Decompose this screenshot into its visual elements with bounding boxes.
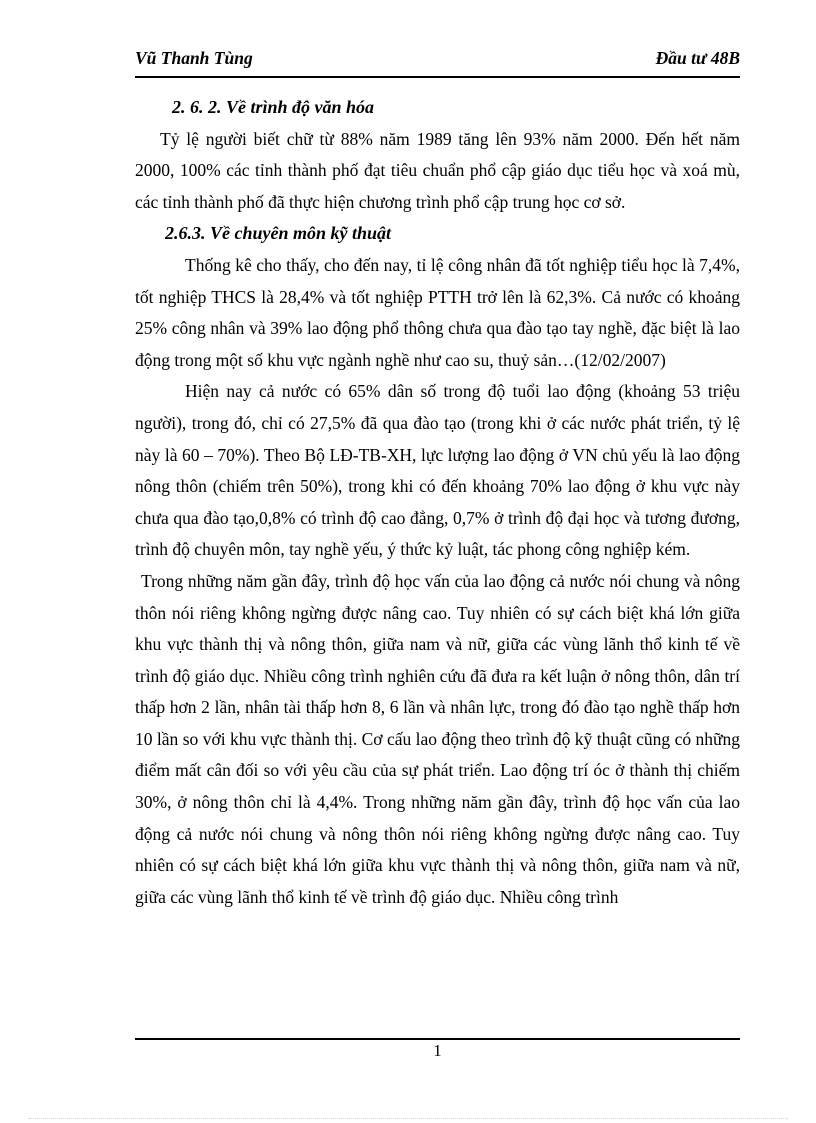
header-divider	[135, 76, 740, 78]
page-header	[135, 48, 740, 74]
paragraph-labor-force: Hiện nay cả nước có 65% dân số trong độ tuổi lao động (khoảng 53 triệu người), trong đó, chỉ có 27,5% đã qua đào tạo (trong khi ở các nước phát triển, tỷ lệ này là 60 – 70%). Theo Bộ LĐ-TB-XH, lực lượng lao động ở VN chủ yếu là lao động nông thôn (chiếm trên 50%), trong khi có đến khoảng 70% lao động ở khu vực này chưa qua đào tạo,0,8% có trình độ cao đẳng, 0,7% ở trình độ đại học và tương đương, trình độ chuyên môn, tay nghề yếu, ý thức kỷ luật, tác phong công nghiệp kém.	[135, 381, 740, 560]
section-heading-technical-skills: 2.6.3. Về chuyên môn kỹ thuật	[165, 223, 392, 244]
paragraph-education-gap: Trong những năm gần đây, trình độ học vấn của lao động cả nước nói chung và nông thôn nói riêng không ngừng được nâng cao. Tuy nhiên có sự cách biệt khá lớn giữa khu vực thành thị và nông thôn, giữa nam và nữ, giữa các vùng lãnh thổ kinh tế về trình độ giáo dục. Nhiều công trình nghiên cứu đã đưa ra kết luận ở nông thôn, dân trí thấp hơn 2 lần, nhân tài thấp hơn 8, 6 lần và nhân lực, trong đó đào tạo nghề thấp hơn 10 lần so với khu vực thành thị. Cơ cấu lao động theo trình độ kỹ thuật cũng có những điểm mất cân đối so với yêu cầu của sự phát triển. Lao động trí óc ở thành thị chiếm 30%, ở nông thôn chỉ là 4,4%. Trong những năm gần đây, trình độ học vấn của lao động cả nước nói chung và nông thôn nói riêng không ngừng được nâng cao. Tuy nhiên có sự cách biệt khá lớn giữa khu vực thành thị và nông thôn, giữa nam và nữ, giữa các vùng lãnh thổ kinh tế về trình độ giáo dục. Nhiều công trình	[135, 570, 740, 907]
page-number: 1	[433, 1041, 442, 1060]
paragraph-literacy: Tỷ lệ người biết chữ từ 88% năm 1989 tăng lên 93% năm 2000. Đến hết năm 2000, 100% các tỉnh thành phố đạt tiêu chuẩn phổ cập giáo dục tiểu học và xoá mù, các tỉnh thành phố đã thực hiện chương trình phổ cập trung học cơ sở.	[135, 128, 740, 212]
document-body	[135, 92, 740, 913]
page-bottom-edge	[28, 1118, 788, 1119]
paragraph-worker-statistics: Thống kê cho thấy, cho đến nay, tỉ lệ công nhân đã tốt nghiệp tiểu học là 7,4%, tốt nghiệp THCS là 28,4% và tốt nghiệp PTTH trở lên là 62,3%. Cả nước có khoảng 25% công nhân và 39% lao động phổ thông chưa qua đào tạo tay nghề, đặc biệt là lao động trong một số khu vực ngành nghề như cao su, thuỷ sản…(12/02/2007)	[135, 254, 740, 370]
header-author: Vũ Thanh Tùng	[135, 48, 253, 68]
header-class-label: Đầu tư 48B	[655, 48, 740, 68]
section-heading-education-level: 2. 6. 2. Về trình độ văn hóa	[172, 97, 375, 117]
footer-divider	[135, 1038, 740, 1040]
